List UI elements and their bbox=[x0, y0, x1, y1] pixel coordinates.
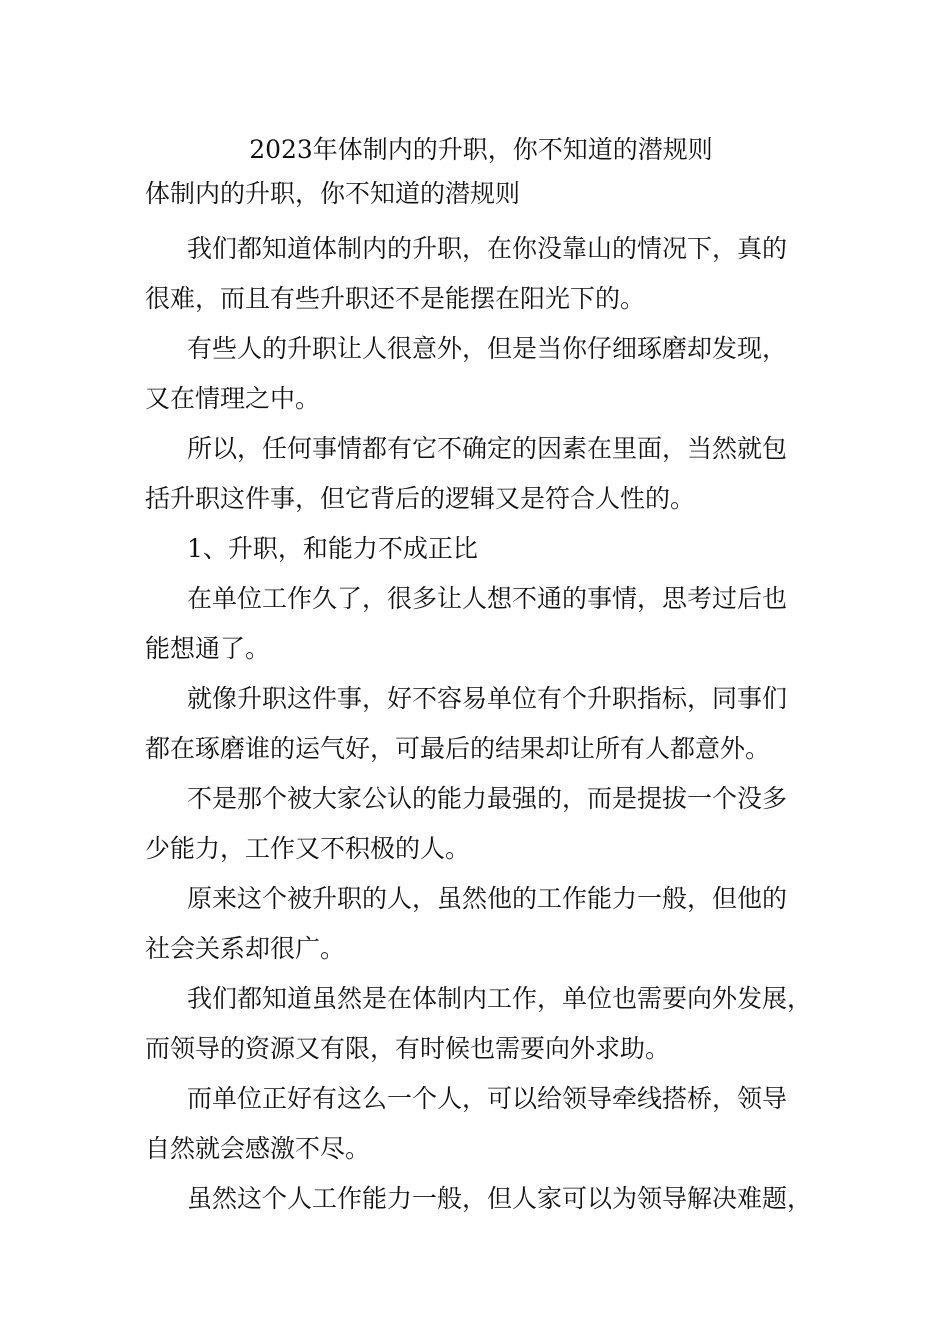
paragraph-line: 所以，任何事情都有它不确定的因素在里面，当然就包 bbox=[187, 434, 788, 463]
section-heading bbox=[145, 524, 817, 574]
paragraph-line: 我们都知道体制内的升职，在你没靠山的情况下，真的 bbox=[187, 234, 788, 263]
document-content bbox=[145, 128, 817, 1224]
paragraph bbox=[145, 874, 817, 974]
paragraph-line: 都在琢磨谁的运气好，可最后的结果却让所有人都意外。 bbox=[145, 734, 771, 763]
paragraph-line: 又在情理之中。 bbox=[145, 384, 321, 413]
paragraph-line: 有些人的升职让人很意外，但是当你仔细琢磨却发现， bbox=[187, 334, 788, 363]
paragraph-line: 1、升职，和能力不成正比 bbox=[187, 534, 478, 563]
paragraph-line: 少能力，工作又不积极的人。 bbox=[145, 834, 471, 863]
paragraph-line: 不是那个被大家公认的能力最强的，而是提拔一个没多 bbox=[187, 784, 788, 813]
paragraph-line: 就像升职这件事，好不容易单位有个升职指标，同事们 bbox=[187, 684, 788, 713]
paragraph bbox=[145, 324, 817, 424]
paragraph-line: 而单位正好有这么一个人，可以给领导牵线搭桥，领导 bbox=[187, 1084, 788, 1113]
paragraph bbox=[145, 1074, 817, 1174]
paragraph-line: 在单位工作久了，很多让人想不通的事情，思考过后也 bbox=[187, 584, 788, 613]
paragraph-line: 而领导的资源又有限，有时候也需要向外求助。 bbox=[145, 1034, 671, 1063]
document-subtitle: 体制内的升职，你不知道的潜规则 bbox=[145, 179, 521, 208]
paragraph-line: 能想通了。 bbox=[145, 634, 271, 663]
paragraph bbox=[145, 574, 817, 674]
document-title: 2023年体制内的升职，你不知道的潜规则 bbox=[249, 135, 713, 164]
paragraph-line: 括升职这件事，但它背后的逻辑又是符合人性的。 bbox=[145, 484, 696, 513]
paragraph bbox=[145, 674, 817, 774]
paragraph bbox=[145, 224, 817, 324]
paragraph bbox=[145, 774, 817, 874]
paragraph-line: 自然就会感激不尽。 bbox=[145, 1134, 371, 1163]
paragraph-line: 社会关系却很广。 bbox=[145, 934, 346, 963]
paragraph bbox=[145, 1174, 817, 1224]
paragraph-line: 虽然这个人工作能力一般，但人家可以为领导解决难题， bbox=[187, 1184, 813, 1213]
paragraph-line: 原来这个被升职的人，虽然他的工作能力一般，但他的 bbox=[187, 884, 788, 913]
paragraph bbox=[145, 424, 817, 524]
paragraph-line: 我们都知道虽然是在体制内工作，单位也需要向外发展， bbox=[187, 984, 813, 1013]
paragraph bbox=[145, 974, 817, 1074]
paragraph-line: 很难，而且有些升职还不是能摆在阳光下的。 bbox=[145, 284, 646, 313]
